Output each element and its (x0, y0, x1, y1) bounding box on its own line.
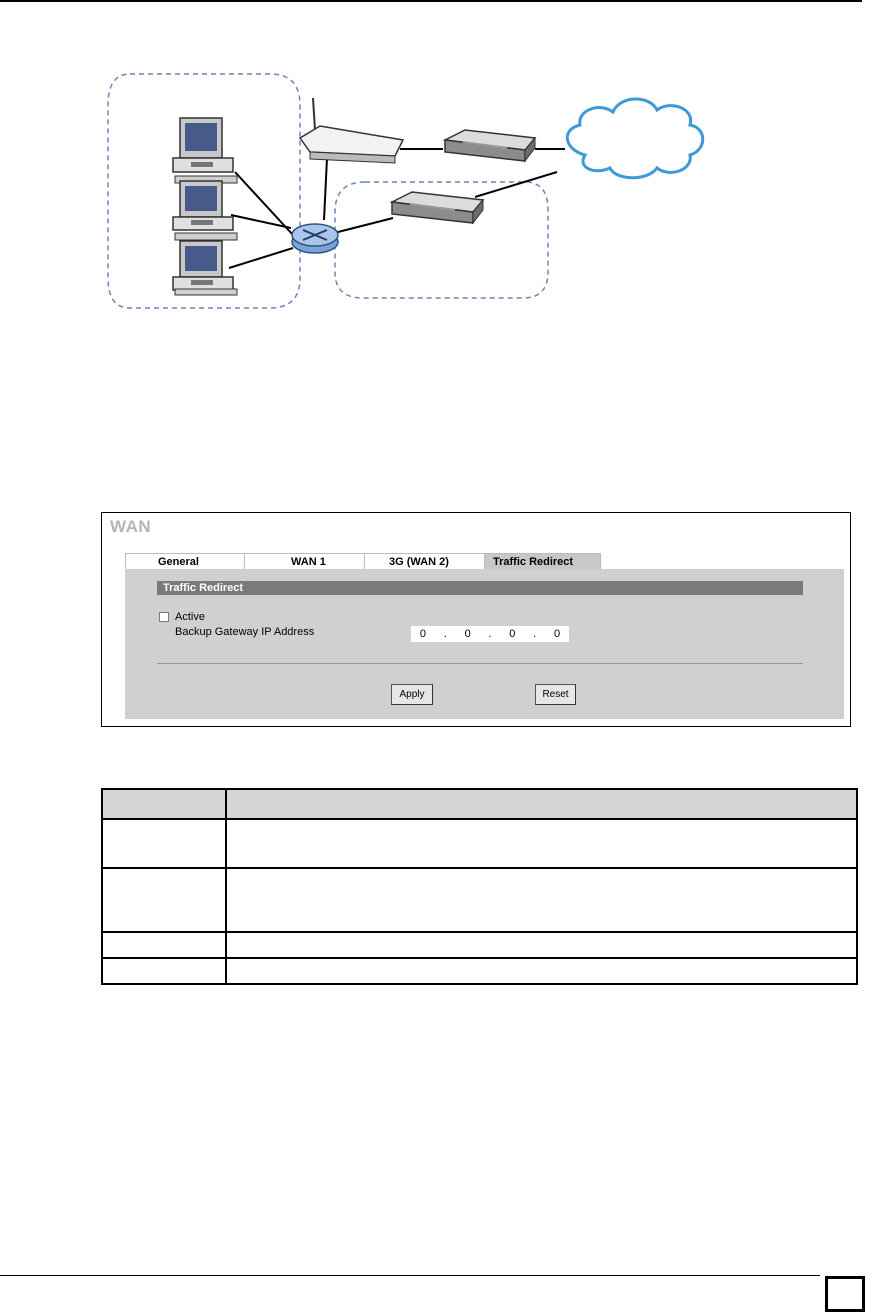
reset-button[interactable]: Reset (535, 684, 576, 705)
backup-gateway-label: Backup Gateway IP Address (175, 626, 315, 638)
table-header-description (226, 789, 857, 819)
ip-separator: . (533, 628, 537, 640)
computer-3-icon (173, 241, 237, 295)
modem-2-icon (392, 192, 483, 223)
network-diagram (95, 60, 715, 330)
tab-3g-wan2[interactable]: 3G (WAN 2) (365, 553, 485, 569)
table-cell (102, 958, 226, 984)
tab-traffic-redirect[interactable]: Traffic Redirect (485, 553, 601, 569)
router-icon (300, 98, 403, 163)
divider (157, 663, 803, 664)
table-cell (226, 868, 857, 932)
ip-octet-3: 0 (509, 628, 516, 640)
ip-octet-2: 0 (464, 628, 471, 640)
table-row (102, 932, 857, 958)
internet-cloud-icon (567, 99, 702, 178)
modem-1-icon (445, 130, 535, 161)
ip-separator: . (488, 628, 492, 640)
backup-gateway-ip-field[interactable] (411, 626, 569, 642)
table-header-label (102, 789, 226, 819)
wan-title: WAN (110, 517, 152, 536)
ip-octet-4: 0 (553, 628, 561, 640)
section-title: Traffic Redirect (157, 581, 803, 595)
wan-tabs (125, 553, 601, 569)
tab-wan1[interactable]: WAN 1 (245, 553, 365, 569)
computer-2-icon (173, 181, 237, 240)
wan-screenshot (101, 512, 851, 727)
footer-rule (0, 1275, 820, 1276)
table-header-row (102, 789, 857, 819)
table-cell (102, 819, 226, 868)
apply-button[interactable]: Apply (391, 684, 433, 705)
active-label: Active (175, 611, 205, 623)
header-rule (0, 0, 862, 2)
traffic-redirect-panel (125, 569, 844, 719)
table-row (102, 958, 857, 984)
table-row (102, 868, 857, 932)
ip-octet-1: 0 (419, 628, 426, 640)
table-cell (102, 868, 226, 932)
table-cell (102, 932, 226, 958)
table-cell (226, 819, 857, 868)
active-checkbox[interactable] (159, 612, 169, 622)
page-number-box (825, 1276, 865, 1312)
table-cell (226, 958, 857, 984)
ip-separator: . (443, 628, 447, 640)
table-cell (226, 932, 857, 958)
field-table (101, 788, 858, 985)
computer-1-icon (173, 118, 237, 183)
table-row (102, 819, 857, 868)
switch-icon (292, 224, 338, 253)
tab-general[interactable]: General (125, 553, 245, 569)
